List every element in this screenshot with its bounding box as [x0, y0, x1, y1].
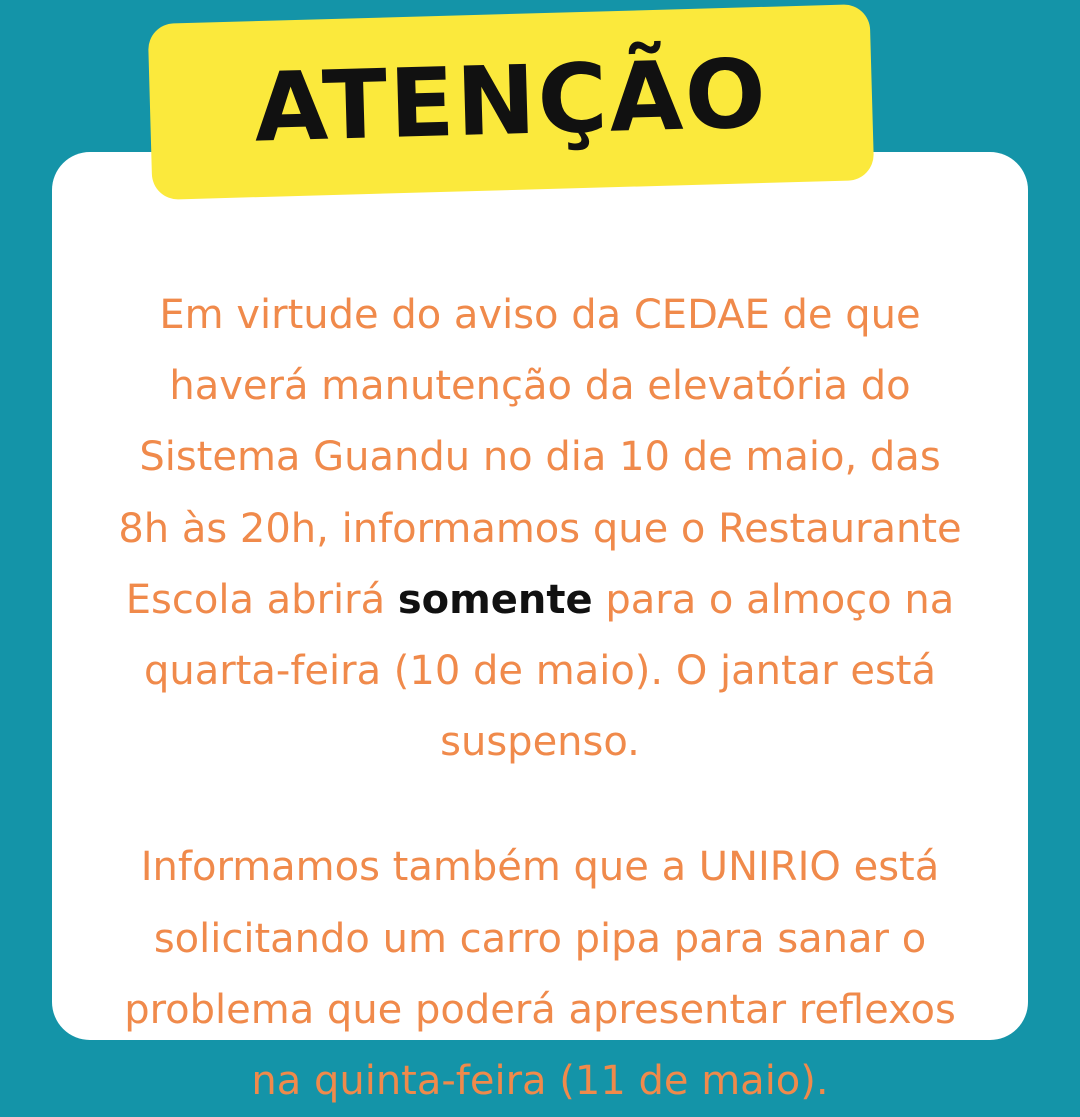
- notice-card: [52, 152, 1028, 1104]
- notice-paragraph-1-after: para o almoço na quarta-feira (10 de maio). O jantar está suspenso.: [143, 576, 955, 766]
- notice-paragraph-1-before: Em virtude do aviso da CEDAE de que haverá manutenção da elevatória do Sistema Guandu no dia 10 de maio, das 8h às 20h, informamos que o Restaurante Escola abrirá: [118, 292, 962, 623]
- notice-paragraph-1: [112, 280, 968, 778]
- notice-highlight-somente: somente: [397, 576, 593, 623]
- attention-banner-title: ATENÇÃO: [252, 39, 770, 164]
- notice-paragraph-2: Informamos também que a UNIRIO está solicitando um carro pipa para sanar o problema que poderá apresentar reflexos na quinta-feira (11 de maio).: [124, 844, 956, 1104]
- notice-body: [112, 280, 968, 1117]
- attention-banner: [148, 4, 875, 200]
